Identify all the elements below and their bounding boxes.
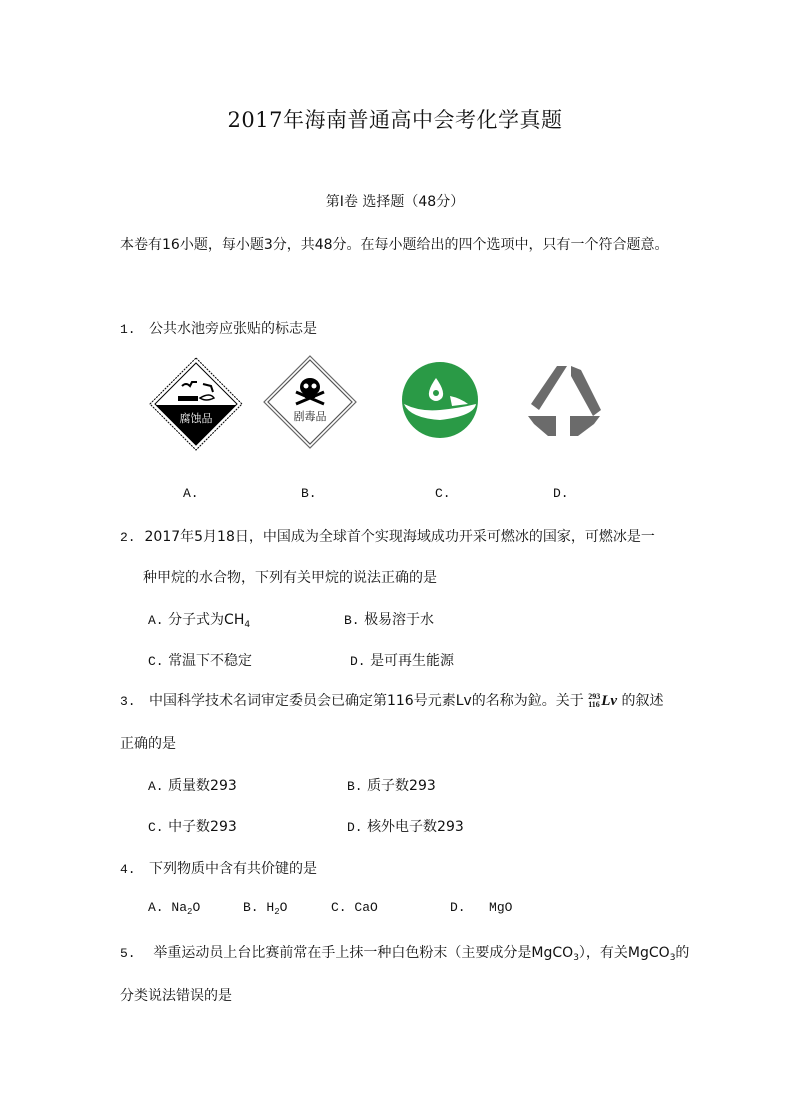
option-4-c: C. CaO: [331, 900, 378, 915]
option-3-c: C. 中子数293: [148, 819, 237, 835]
toxic-label: 剧毒品: [293, 410, 327, 423]
water-saving-icon: [400, 360, 480, 440]
option-3-b: B. 质子数293: [347, 778, 436, 794]
question-3-line2: 正确的是: [120, 736, 176, 752]
instructions: 本卷有16小题，每小题3分，共48分。在每小题给出的四个选项中，只有一个符合题意。: [120, 237, 669, 253]
option-2-d: D. 是可再生能源: [350, 653, 455, 669]
option-4-a: A. $Na_2O$: [148, 900, 201, 917]
question-4: 4. 下列物质中含有共价键的是: [120, 861, 317, 877]
corrosive-label: 腐蚀品: [179, 412, 213, 425]
corrosive-hazard-icon: [148, 356, 244, 452]
question-5-line2: 分类说法错误的是: [120, 988, 232, 1004]
option-4-b: B. $H_2O$: [243, 900, 288, 917]
question-2: 2. 2017年5月18日，中国成为全球首个实现海域成功开采可燃冰的国家，可燃冰是一: [120, 529, 655, 545]
toxic-hazard-icon: [262, 354, 358, 450]
question-3: 3. 中国科学技术名词审定委员会已确定第116号元素Lv的名称为鉝。关于 293 116 Lv 的叙述: [120, 692, 664, 709]
option-1-c: C.: [435, 486, 451, 501]
page-title: 2017年海南普通高中会考化学真题: [227, 108, 563, 132]
option-3-a: A. 质量数293: [148, 778, 237, 794]
recycling-icon: [524, 360, 604, 440]
option-2-c: C. 常温下不稳定: [148, 653, 253, 669]
nuclide-numbers: 293 116: [588, 692, 601, 709]
option-1-d: D.: [553, 486, 569, 501]
option-1-a: A.: [183, 486, 199, 501]
section-heading: 第Ⅰ卷 选择题（48分）: [325, 194, 465, 210]
option-3-d: D. 核外电子数293: [347, 819, 464, 835]
option-2-a: A. 分子式为$CH_4$: [148, 612, 251, 630]
question-5: 5. 举重运动员上台比赛前常在手上抹一种白色粉末（主要成分是MgCO$_3$），有关MgCO$_3$的: [120, 945, 690, 963]
question-1: 1. 公共水池旁应张贴的标志是: [120, 321, 317, 337]
question-2-line2: 种甲烷的水合物，下列有关甲烷的说法正确的是: [143, 570, 437, 586]
option-4-d: D. MgO: [450, 900, 513, 915]
option-1-b: B.: [301, 486, 317, 501]
nuclide-symbol: Lv: [601, 693, 618, 709]
option-2-b: B. 极易溶于水: [344, 612, 435, 628]
